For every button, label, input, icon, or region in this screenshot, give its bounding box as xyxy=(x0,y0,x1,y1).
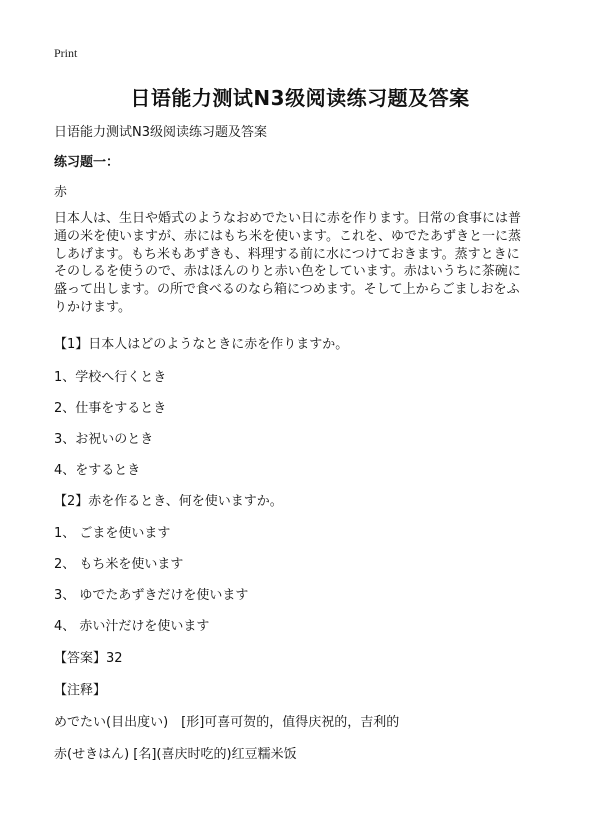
question-2-option-2: 2、 もち米を使います xyxy=(54,557,184,572)
page-subtitle: 日语能力测试N3级阅读练习题及答案 xyxy=(54,125,267,140)
print-label: Print xyxy=(54,46,78,60)
reading-passage: 日本人は、生日や婚式のようなおめでたい日に赤を作ります。日常の食事には普 通の米を使いますが、赤にはもち米を使います。これを、ゆでたあずきと一に蒸 しあげます。もち米もあずきも、料理する前に水につけておきます。蒸すときに そのしるを使うので、赤はほんのりと赤い色をしています。赤はいうちに茶碗に 盛って出します。の所で食べるのなら箱につめます。そして上からごましおをふ りかけます。 xyxy=(54,211,521,315)
notes-heading: 【注释】 xyxy=(54,683,107,698)
question-2-option-4: 4、 赤い汁だけを使います xyxy=(54,619,210,634)
question-1: 【1】日本人はどのようなときに赤を作りますか。 xyxy=(54,337,349,352)
reading-topic-word: 赤 xyxy=(54,185,68,200)
note-item: 赤(せきはん) [名](喜庆时吃的)红豆糯米饭 xyxy=(54,747,297,762)
question-2-option-1: 1、 ごまを使います xyxy=(54,526,171,541)
question-1-option-3: 3、お祝いのとき xyxy=(54,432,154,447)
question-2-option-3: 3、 ゆでたあずきだけを使います xyxy=(54,588,249,603)
question-2: 【2】赤を作るとき、何を使いますか。 xyxy=(54,494,283,509)
question-1-option-4: 4、をするとき xyxy=(54,463,141,478)
note-item: めでたい(目出度い) [形]可喜可贺的，值得庆祝的，吉利的 xyxy=(54,715,400,730)
question-1-option-2: 2、仕事をするとき xyxy=(54,401,167,416)
answer-line: 【答案】32 xyxy=(54,651,123,666)
question-1-option-1: 1、学校へ行くとき xyxy=(54,370,167,385)
exercise-heading: 练习题一： xyxy=(54,155,120,170)
page-title: 日语能力测试N3级阅读练习题及答案 xyxy=(130,86,470,110)
